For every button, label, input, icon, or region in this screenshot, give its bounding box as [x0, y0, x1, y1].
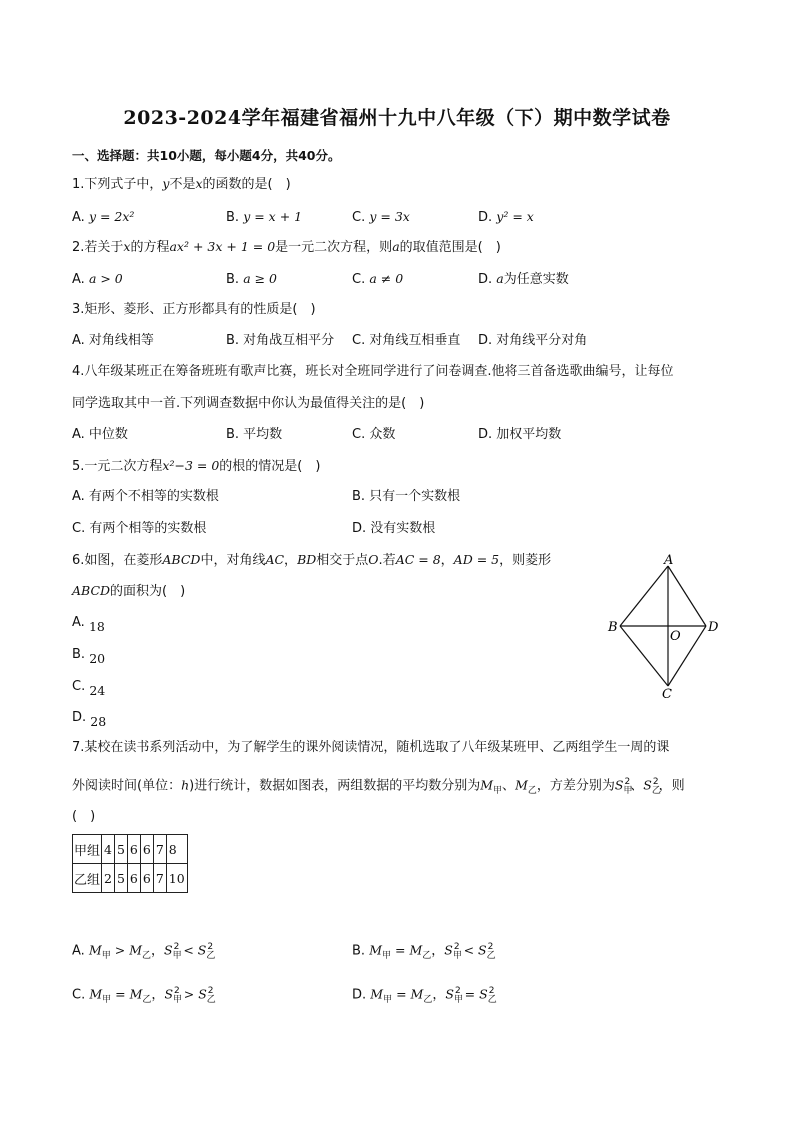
option-math: M: [409, 942, 423, 958]
q7-math: S: [614, 777, 624, 793]
reading-time-table: [72, 834, 188, 893]
q6-option-d[interactable]: [72, 708, 106, 727]
q2-text: 的取值范围是( ): [399, 240, 501, 255]
option-sub: 甲: [383, 994, 393, 1005]
table-cell: 6: [127, 835, 140, 864]
table-cell: 4: [102, 835, 115, 864]
option-math: S: [478, 942, 487, 958]
option-sub: 甲: [453, 994, 463, 1005]
q7-text: 外阅读时间(单位：: [72, 778, 182, 794]
q1-var-y: y: [162, 176, 170, 191]
section-heading: 一、选择题：共10小题，每小题4分，共40分。: [72, 148, 341, 163]
side-ad: [668, 566, 706, 626]
option-square: 2: [487, 942, 494, 952]
q6-text: ，: [284, 553, 298, 568]
option-math: M: [89, 986, 103, 1002]
table-cell: 7: [153, 835, 166, 864]
q7-math: M: [515, 777, 528, 793]
option-math: S: [445, 986, 454, 1002]
vertex-label-d: D: [708, 620, 719, 635]
q2-text: 的方程: [130, 240, 170, 255]
q4-option-b[interactable]: B. 平均数: [226, 427, 283, 442]
q7-text: 、: [502, 778, 516, 794]
table-cell-group: 甲组: [73, 835, 102, 864]
q2-text: 2.若关于: [72, 240, 124, 255]
question-4-stem-line1: 4.八年级某班正在筹备班班有歌声比赛，班长对全班同学进行了问卷调查.他将三首备选歌曲编号，让每位: [72, 364, 674, 379]
q1-text: 不是: [169, 177, 196, 192]
q3-option-d[interactable]: D. 对角线平分对角: [478, 333, 588, 348]
option-value: 20: [89, 651, 106, 666]
q7-text: )进行统计，数据如图表，两组数据的平均数分别为: [189, 778, 481, 794]
option-label: D.: [352, 987, 371, 1003]
table-row: [73, 835, 188, 864]
option-math: M: [129, 942, 142, 958]
page-title: 2023-2024学年福建省福州十九中八年级（下）期中数学试卷: [123, 107, 671, 129]
option-label: D.: [478, 210, 497, 225]
q4-option-a[interactable]: A. 中位数: [72, 427, 128, 442]
side-ab: [620, 566, 668, 626]
q5-text: 的根的情况是( ): [219, 459, 321, 474]
vertex-label-c: C: [662, 687, 672, 702]
q6-option-b[interactable]: [72, 645, 105, 664]
option-text: 为任意实数: [503, 272, 569, 287]
q7-option-d[interactable]: [352, 982, 497, 1009]
q6-math: AC: [265, 552, 285, 567]
q7-text: 、: [630, 778, 644, 794]
option-sub: 乙: [422, 950, 432, 961]
q3-option-b[interactable]: B. 对角战互相平分: [226, 333, 335, 348]
q2-text: 是一元二次方程，则: [275, 240, 393, 255]
q7-square: 2: [624, 777, 631, 787]
q7-text: ，则: [658, 778, 685, 794]
q3-option-a[interactable]: A. 对角线相等: [72, 333, 154, 348]
option-sub: 甲: [452, 950, 462, 961]
option-label: C.: [352, 210, 370, 225]
option-op: <: [459, 942, 479, 958]
option-expr: y = 3x: [369, 209, 410, 224]
option-op: =: [111, 986, 130, 1002]
option-sub: 甲: [101, 950, 111, 961]
q5-option-c[interactable]: C. 有两个相等的实数根: [72, 521, 207, 536]
q5-text: 5.一元二次方程: [72, 459, 163, 474]
option-sub: 乙: [206, 994, 216, 1005]
q6-math: ABCD: [162, 552, 201, 567]
table-cell: 6: [140, 864, 153, 893]
option-sub: 甲: [382, 950, 392, 961]
q6-math: O: [368, 552, 379, 567]
q2-var: x: [123, 239, 131, 254]
option-math: S: [197, 942, 207, 958]
q6-text: ，则菱形: [499, 553, 552, 568]
option-sub: 乙: [487, 994, 497, 1005]
option-op: <: [179, 942, 198, 958]
question-7-stem-line3: ( ): [72, 809, 96, 824]
option-square: 2: [207, 942, 214, 952]
option-square: 2: [207, 986, 214, 996]
option-math: M: [370, 986, 384, 1002]
option-sub: 甲: [102, 994, 112, 1005]
q2-option-b[interactable]: [226, 270, 277, 289]
option-sep: ，: [431, 943, 445, 959]
option-square: 2: [173, 942, 180, 952]
q7-square: 2: [652, 777, 659, 787]
table-cell: 6: [127, 864, 140, 893]
option-square: 2: [453, 942, 460, 952]
option-expr: y² = x: [496, 209, 534, 224]
q1-option-d[interactable]: [478, 208, 534, 227]
q6-text: .若: [378, 553, 396, 568]
option-sep: ，: [151, 987, 165, 1003]
q7-math: S: [643, 777, 652, 793]
option-op: >: [110, 942, 130, 958]
q6-text: 的面积为( ): [110, 584, 186, 599]
q5-option-b[interactable]: B. 只有一个实数根: [352, 489, 461, 504]
q1-text: 1.下列式子中，: [72, 177, 163, 192]
table-cell: 8: [166, 835, 187, 864]
q1-option-a[interactable]: [72, 208, 134, 227]
q6-math: ABCD: [72, 583, 111, 598]
option-square: 2: [174, 986, 180, 996]
q2-option-a[interactable]: [72, 270, 123, 289]
q2-option-c[interactable]: [352, 270, 403, 289]
q7-math: M: [480, 777, 494, 793]
option-label: C.: [72, 679, 86, 694]
option-math: S: [164, 986, 174, 1002]
option-value: 18: [88, 619, 105, 634]
q7-sub: 甲: [623, 785, 633, 796]
q1-text: 的函数的是( ): [202, 177, 291, 192]
q6-text: 相交于点: [316, 553, 369, 568]
side-bc: [620, 626, 668, 686]
vertex-label-a: A: [664, 553, 674, 568]
option-sub: 乙: [142, 994, 152, 1005]
q3-option-c[interactable]: C. 对角线互相垂直: [352, 333, 461, 348]
table-row: [73, 864, 188, 893]
option-math: M: [88, 942, 102, 958]
q7-option-a[interactable]: [72, 938, 216, 965]
option-sub: 甲: [172, 950, 182, 961]
q2-var: a: [392, 239, 400, 254]
q4-option-c[interactable]: C. 众数: [352, 427, 396, 442]
option-math: M: [410, 986, 424, 1002]
option-sub: 甲: [173, 994, 183, 1005]
option-sep: ，: [151, 943, 165, 959]
table-cell-group: 乙组: [73, 864, 102, 893]
center-label-o: O: [670, 629, 681, 644]
q5-option-a[interactable]: A. 有两个不相等的实数根: [72, 489, 219, 504]
option-square: 2: [454, 986, 461, 996]
option-op: =: [391, 942, 410, 958]
question-3-stem: 3.矩形、菱形、正方形都具有的性质是( ): [72, 302, 316, 317]
question-1-stem: [72, 175, 291, 194]
option-op: =: [460, 986, 480, 1002]
q1-option-c[interactable]: [352, 208, 410, 227]
q6-math: AD = 5: [453, 552, 500, 567]
option-math: S: [444, 942, 453, 958]
q5-equation: x²−3 = 0: [162, 458, 220, 473]
table-cell: 10: [166, 864, 187, 893]
option-sep: ，: [432, 987, 446, 1003]
question-5-stem: [72, 457, 320, 476]
option-op: =: [392, 986, 411, 1002]
option-label: D.: [478, 272, 497, 287]
option-label: B.: [226, 272, 244, 287]
question-7-stem-line1: 7.某校在读书系列活动中，为了解学生的课外阅读情况，随机选取了八年级某班甲、乙两组学生一周的课: [72, 740, 670, 755]
option-expr: a: [496, 271, 504, 286]
q1-var-x: x: [195, 176, 203, 191]
q4-option-d[interactable]: D. 加权平均数: [478, 427, 562, 442]
option-label: A.: [72, 943, 89, 959]
q6-math: BD: [297, 552, 317, 567]
option-label: B.: [72, 647, 86, 662]
option-math: S: [164, 942, 173, 958]
question-2-stem: [72, 238, 501, 257]
question-7-stem-line2: [72, 773, 685, 800]
q6-text: 6.如图，在菱形: [72, 553, 163, 568]
table-cell: 6: [140, 835, 153, 864]
q7-option-b[interactable]: [352, 938, 496, 965]
option-sub: 乙: [486, 950, 496, 961]
option-expr: a ≠ 0: [369, 271, 404, 286]
q6-text: 中，对角线: [200, 553, 266, 568]
option-expr: a > 0: [88, 271, 123, 286]
question-6-stem-line2: [72, 582, 185, 601]
q2-option-d[interactable]: [478, 270, 569, 289]
option-value: 24: [89, 683, 106, 698]
option-sub: 乙: [423, 994, 433, 1005]
option-math: S: [479, 986, 488, 1002]
option-value: 28: [90, 714, 107, 729]
option-math: S: [198, 986, 207, 1002]
question-6-stem-line1: [72, 551, 551, 570]
q7-sub: 乙: [527, 785, 537, 796]
q5-option-d[interactable]: D. 没有实数根: [352, 521, 436, 536]
q7-option-c[interactable]: [72, 982, 214, 1009]
option-label: A.: [72, 615, 85, 630]
table-cell: 7: [153, 864, 166, 893]
option-label: B.: [226, 210, 244, 225]
option-math: M: [369, 942, 382, 958]
option-expr: y = 2x²: [88, 209, 135, 224]
q1-option-b[interactable]: [226, 208, 302, 227]
option-label: A.: [72, 210, 89, 225]
option-math: M: [129, 986, 143, 1002]
option-label: C.: [352, 272, 370, 287]
q7-sub: 甲: [493, 785, 503, 796]
q2-equation: ax² + 3x + 1 = 0: [169, 239, 276, 254]
table-cell: 5: [114, 864, 127, 893]
q6-text: ，: [440, 553, 454, 568]
table-cell: 2: [102, 864, 115, 893]
q7-text: ，方差分别为: [536, 778, 615, 794]
q7-sub: 乙: [651, 785, 661, 796]
option-expr: a ≥ 0: [243, 271, 278, 286]
table-cell: 5: [114, 835, 127, 864]
option-sub: 乙: [206, 950, 216, 961]
option-label: A.: [72, 272, 89, 287]
option-sub: 乙: [142, 950, 152, 961]
q7-unit: h: [181, 777, 190, 793]
option-op: >: [179, 986, 199, 1002]
option-label: B.: [352, 943, 370, 959]
option-label: D.: [72, 710, 87, 725]
option-square: 2: [488, 986, 495, 996]
q6-math: AC = 8: [395, 552, 441, 567]
vertex-label-b: B: [608, 620, 618, 635]
q6-option-a[interactable]: [72, 613, 105, 632]
rhombus-figure: [610, 550, 730, 700]
option-label: C.: [72, 987, 90, 1003]
option-expr: y = x + 1: [243, 209, 303, 224]
q6-option-c[interactable]: [72, 677, 105, 696]
question-4-stem-line2: 同学选取其中一首.下列调查数据中你认为最值得关注的是( ): [72, 396, 425, 411]
